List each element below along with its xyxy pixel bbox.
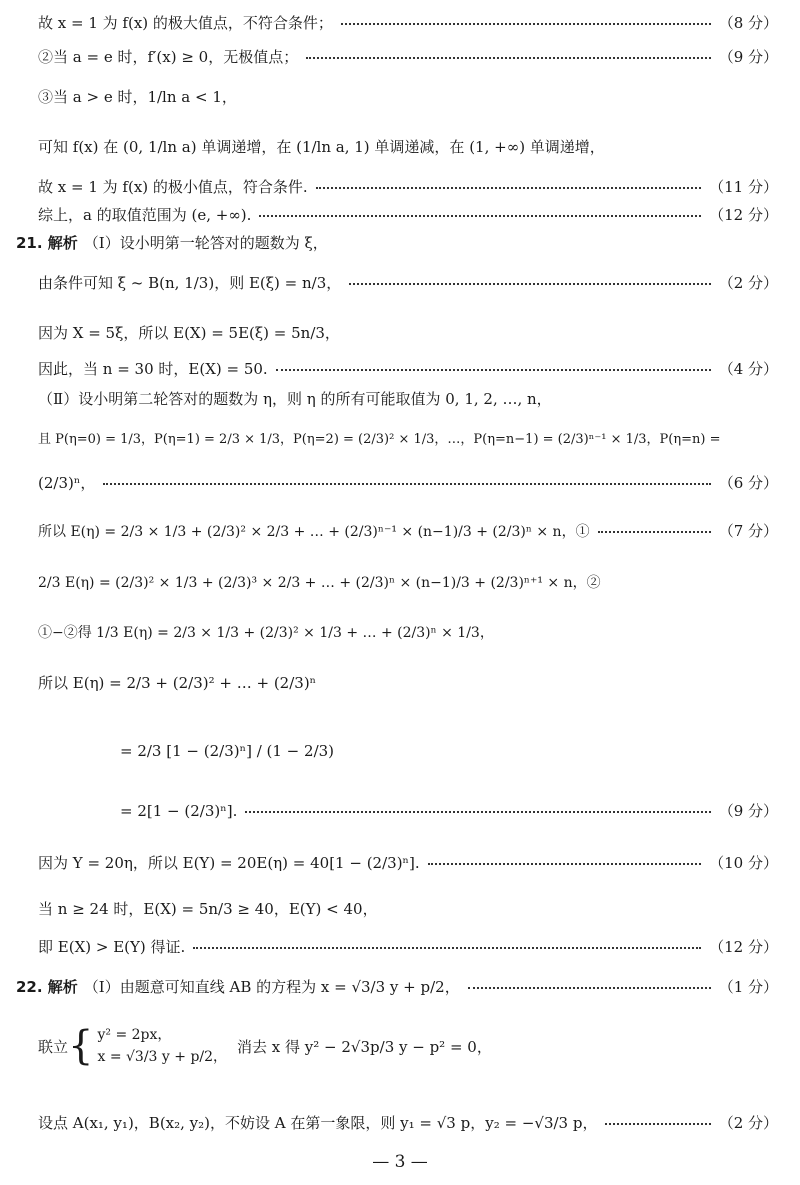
line-text: ①−②得 1/3 E(η) = 2/3 × 1/3 + (2/3)² × 1/3 + … + (2/3)ⁿ × 1/3， — [38, 625, 494, 641]
line-text: （Ⅰ）设小明第一轮答对的题数为 ξ， — [83, 234, 328, 252]
solution-line — [38, 358, 778, 379]
solution-line — [38, 936, 778, 957]
leader-dots — [605, 1121, 710, 1125]
line-text: = 2/3 [1 − (2/3)ⁿ] / (1 − 2/3) — [120, 742, 335, 760]
leader-dots — [276, 367, 711, 371]
line-text: 因此，当 n = 30 时，E(X) = 50. — [38, 360, 268, 378]
solution-line — [38, 204, 778, 225]
score-label: （9 分） — [718, 802, 778, 820]
solution-line — [38, 428, 778, 447]
line-text: （Ⅱ）设小明第二轮答对的题数为 η，则 η 的所有可能取值为 0, 1, 2, …, n， — [38, 390, 552, 408]
solution-line — [38, 176, 778, 197]
line-text: 即 E(X) > E(Y) 得证. — [38, 938, 186, 956]
leader-dots — [468, 985, 711, 989]
score-label: （12 分） — [709, 206, 778, 224]
score-label: （1 分） — [718, 978, 778, 996]
leader-dots — [193, 945, 701, 949]
equation-system-line — [38, 1024, 778, 1069]
equation-2: x = √3/3 y + p/2， — [97, 1049, 228, 1066]
solution-line — [38, 472, 778, 493]
line-text: ③当 a > e 时，1/ln a < 1， — [38, 88, 237, 106]
equation-1: y² = 2px， — [97, 1027, 172, 1043]
score-label: （9 分） — [718, 48, 778, 66]
line-text: 所以 E(η) = 2/3 + (2/3)² + … + (2/3)ⁿ — [38, 674, 317, 692]
solution-line — [120, 742, 778, 760]
line-text: （Ⅰ）由题意可知直线 AB 的方程为 x = √3/3 y + p/2， — [83, 978, 460, 996]
solution-line — [38, 322, 778, 343]
solution-line — [38, 12, 778, 33]
line-text: 所以 E(η) = 2/3 × 1/3 + (2/3)² × 2/3 + … + (2/3)ⁿ⁻¹ × (n−1)/3 + (2/3)ⁿ × n，① — [38, 523, 590, 540]
line-text: 综上，a 的取值范围为 (e, +∞). — [38, 206, 252, 224]
line-text: 2/3 E(η) = (2/3)² × 1/3 + (2/3)³ × 2/3 + … + (2/3)ⁿ × (n−1)/3 + (2/3)ⁿ⁺¹ × n，② — [38, 575, 601, 591]
line-text: 可知 f(x) 在 (0, 1/ln a) 单调递增，在 (1/ln a, 1) 单调递减，在 (1, +∞) 单调递增， — [38, 138, 605, 156]
solution-line — [38, 898, 778, 919]
line-text: 因为 Y = 20η，所以 E(Y) = 20E(η) = 40[1 − (2/3)ⁿ]. — [38, 854, 420, 872]
line-text: 由条件可知 ξ ~ B(n, 1/3)，则 E(ξ) = n/3， — [38, 274, 342, 292]
line-text: 故 x = 1 为 f(x) 的极大值点，不符合条件； — [38, 14, 333, 32]
solution-line — [38, 520, 778, 541]
score-label: （10 分） — [709, 854, 778, 872]
score-label: （4 分） — [718, 360, 778, 378]
line-text: 消去 x 得 y² − 2√3p/3 y − p² = 0， — [237, 1037, 492, 1056]
problem-number: 21. 解析 — [16, 234, 78, 252]
solution-line — [38, 852, 778, 873]
leader-dots — [428, 861, 701, 865]
solution-line — [38, 622, 778, 642]
score-label: （11 分） — [709, 178, 778, 196]
solution-line — [38, 672, 778, 693]
solution-line — [38, 136, 778, 157]
score-label: （8 分） — [718, 14, 778, 32]
score-label: （2 分） — [718, 1114, 778, 1132]
line-text: 因为 X = 5ξ，所以 E(X) = 5E(ξ) = 5n/3， — [38, 324, 340, 342]
leader-dots — [306, 55, 710, 59]
line-text: 设点 A(x₁, y₁)，B(x₂, y₂)，不妨设 A 在第一象限，则 y₁ = √3 p，y₂ = −√3/3 p， — [38, 1114, 598, 1132]
leader-dots — [103, 481, 710, 485]
line-text: 当 n ≥ 24 时，E(X) = 5n/3 ≥ 40，E(Y) < 40， — [38, 900, 378, 918]
solution-line — [38, 1112, 778, 1133]
line-text: 故 x = 1 为 f(x) 的极小值点，符合条件. — [38, 178, 308, 196]
brace-symbol: { — [68, 1023, 94, 1070]
problem-heading — [16, 232, 778, 253]
solution-line — [38, 86, 778, 107]
leader-dots — [598, 529, 711, 533]
score-label: （7 分） — [718, 522, 778, 540]
leader-dots — [349, 281, 710, 285]
leader-dots — [259, 213, 701, 217]
score-label: （12 分） — [709, 938, 778, 956]
line-text: 且 P(η=0) = 1/3，P(η=1) = 2/3 × 1/3，P(η=2) = (2/3)² × 1/3，…，P(η=n−1) = (2/3)ⁿ⁻¹ × 1/3，P(η=n) = — [38, 432, 721, 447]
score-label: （2 分） — [718, 274, 778, 292]
leader-dots — [341, 21, 711, 25]
page-number: — 3 — — [372, 1152, 428, 1172]
leader-dots — [245, 809, 710, 813]
problem-number: 22. 解析 — [16, 978, 78, 996]
line-text: ②当 a = e 时，f′(x) ≥ 0，无极值点； — [38, 48, 299, 66]
problem-heading — [16, 976, 778, 997]
solution-line — [38, 46, 778, 67]
solution-line — [38, 272, 778, 293]
solution-line — [38, 388, 778, 409]
line-text: = 2[1 − (2/3)ⁿ]. — [120, 801, 238, 820]
leader-dots — [316, 185, 701, 189]
system-label: 联立 — [38, 1037, 69, 1056]
solution-line — [120, 800, 778, 821]
line-text: (2/3)ⁿ， — [38, 474, 96, 492]
equation-system — [97, 1024, 227, 1069]
solution-line — [38, 572, 778, 592]
score-label: （6 分） — [718, 474, 778, 492]
